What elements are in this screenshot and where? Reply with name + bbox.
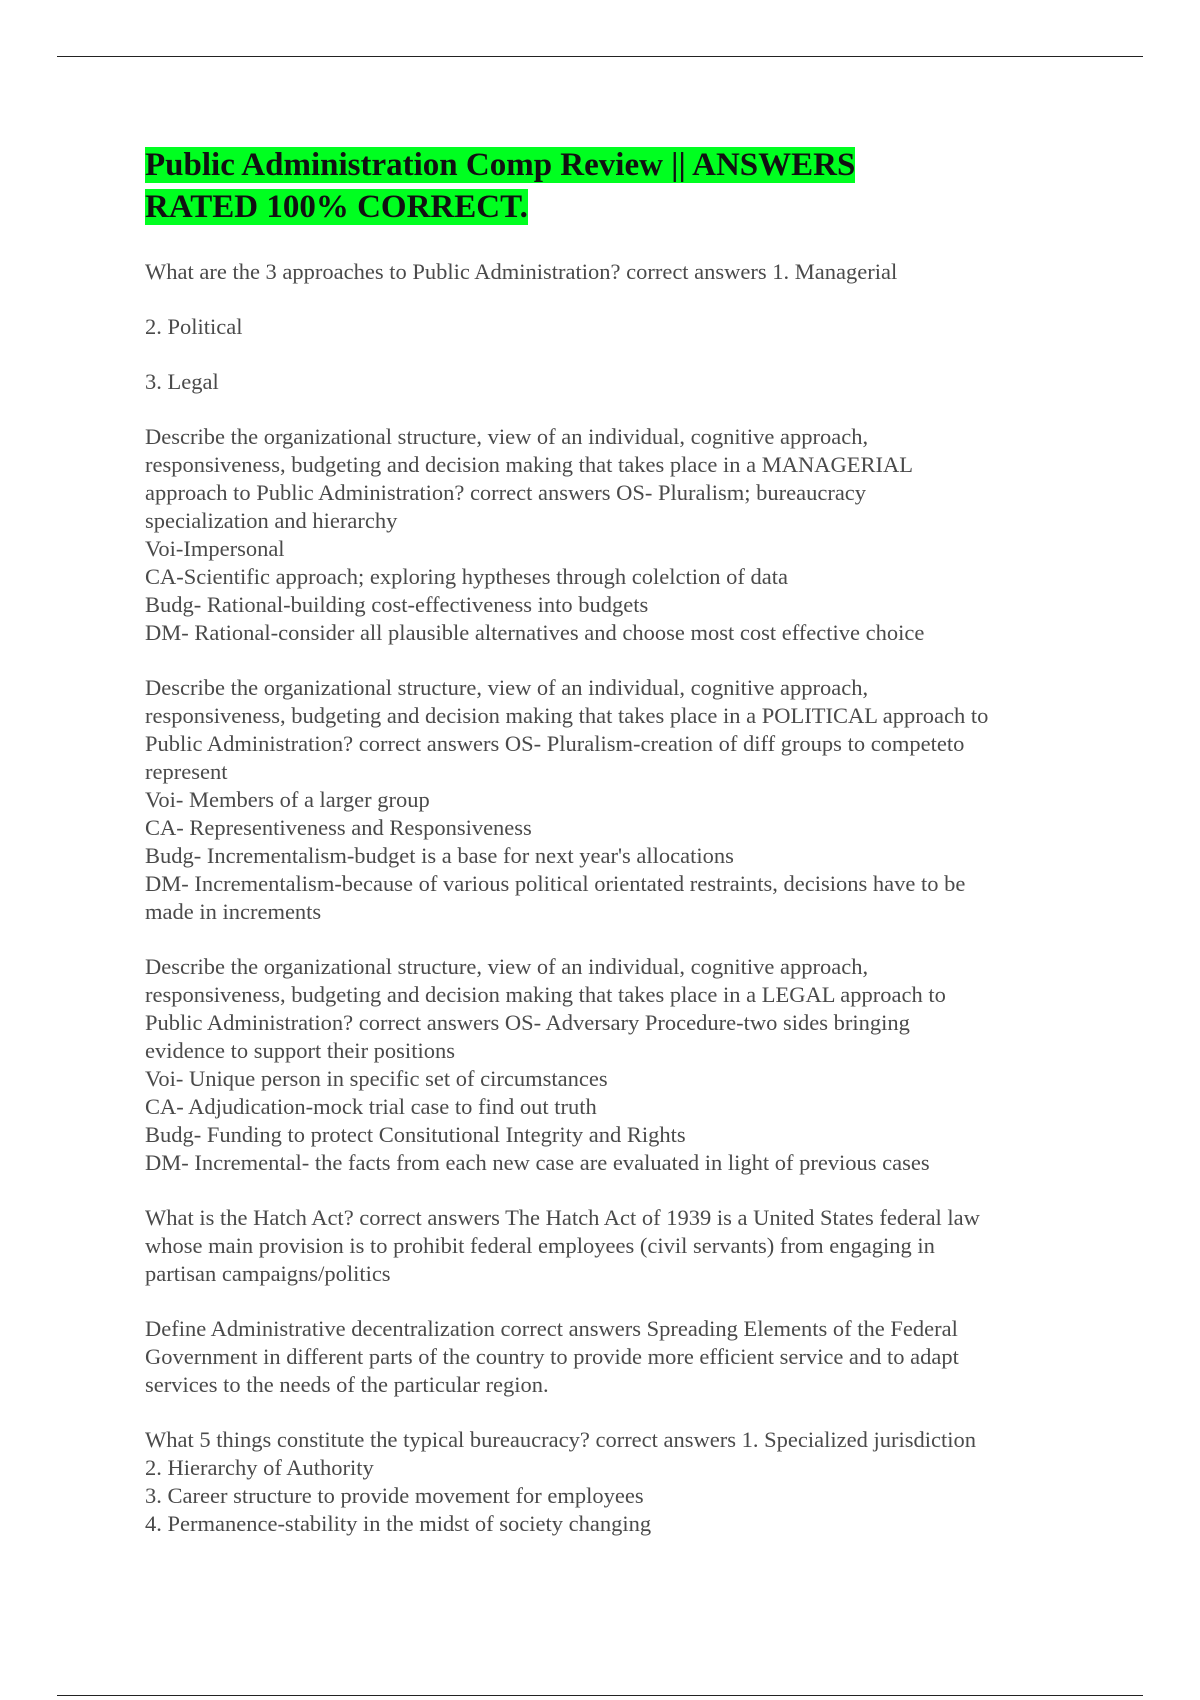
text-line: 4. Permanence-stability in the midst of society changing [145,1511,652,1536]
qa-paragraph [145,1204,1075,1288]
title-line-2: RATED 100% CORRECT. [145,189,528,225]
page-footer-rule [57,1695,1143,1696]
qa-paragraph [145,368,1075,396]
text-line: services to the needs of the particular region. [145,1372,549,1397]
text-line: Describe the organizational structure, view of an individual, cognitive approach, [145,424,869,449]
text-line: 2. Political [145,314,243,339]
page-header-rule [57,56,1143,57]
text-line: Describe the organizational structure, view of an individual, cognitive approach, [145,954,869,979]
text-line: responsiveness, budgeting and decision making that takes place in a MANAGERIAL [145,452,913,477]
text-line: 3. Career structure to provide movement for employees [145,1483,644,1508]
text-line: Voi- Members of a larger group [145,787,430,812]
text-line: responsiveness, budgeting and decision making that takes place in a LEGAL approach to [145,982,946,1007]
text-line: Budg- Funding to protect Consitutional Integrity and Rights [145,1122,686,1147]
title-line-1: Public Administration Comp Review || ANSWERS [145,147,856,183]
text-line: whose main provision is to prohibit federal employees (civil servants) from engaging in [145,1233,935,1258]
qa-paragraph [145,1315,1075,1399]
text-line: evidence to support their positions [145,1038,455,1063]
text-line: Budg- Rational-building cost-effectiveness into budgets [145,592,649,617]
qa-paragraph [145,423,1075,647]
qa-paragraph [145,313,1075,341]
text-line: DM- Incrementalism-because of various political orientated restraints, decisions have to be [145,871,966,896]
text-line: Voi- Unique person in specific set of circumstances [145,1066,608,1091]
text-line: DM- Rational-consider all plausible alternatives and choose most cost effective choice [145,620,925,645]
text-line: 3. Legal [145,369,219,394]
text-line: partisan campaigns/politics [145,1261,391,1286]
text-line: What are the 3 approaches to Public Administration? correct answers 1. Managerial [145,259,898,284]
text-line: DM- Incremental- the facts from each new case are evaluated in light of previous cases [145,1150,930,1175]
qa-paragraph [145,1426,1075,1538]
document-title [145,144,1075,228]
qa-paragraph [145,674,1075,926]
text-line: Define Administrative decentralization correct answers Spreading Elements of the Federal [145,1316,958,1341]
text-line: represent [145,759,228,784]
text-line: Public Administration? correct answers OS- Pluralism-creation of diff groups to competeto [145,731,965,756]
text-line: specialization and hierarchy [145,508,398,533]
text-line: What is the Hatch Act? correct answers The Hatch Act of 1939 is a United States federal law [145,1205,980,1230]
text-line: Government in different parts of the country to provide more efficient service and to adapt [145,1344,959,1369]
text-line: made in increments [145,899,322,924]
qa-paragraph [145,258,1075,286]
text-line: CA-Scientific approach; exploring hyptheses through colelction of data [145,564,788,589]
text-line: approach to Public Administration? correct answers OS- Pluralism; bureaucracy [145,480,867,505]
qa-paragraph [145,953,1075,1177]
text-line: CA- Adjudication-mock trial case to find out truth [145,1094,597,1119]
qa-list [145,258,1075,1538]
document-body [145,144,1075,1565]
text-line: Public Administration? correct answers OS- Adversary Procedure-two sides bringing [145,1010,910,1035]
text-line: What 5 things constitute the typical bureaucracy? correct answers 1. Specialized jurisdiction [145,1427,976,1452]
text-line: CA- Representiveness and Responsiveness [145,815,532,840]
text-line: responsiveness, budgeting and decision making that takes place in a POLITICAL approach to [145,703,989,728]
text-line: Voi-Impersonal [145,536,285,561]
text-line: Budg- Incrementalism-budget is a base for next year's allocations [145,843,734,868]
text-line: Describe the organizational structure, view of an individual, cognitive approach, [145,675,869,700]
text-line: 2. Hierarchy of Authority [145,1455,374,1480]
